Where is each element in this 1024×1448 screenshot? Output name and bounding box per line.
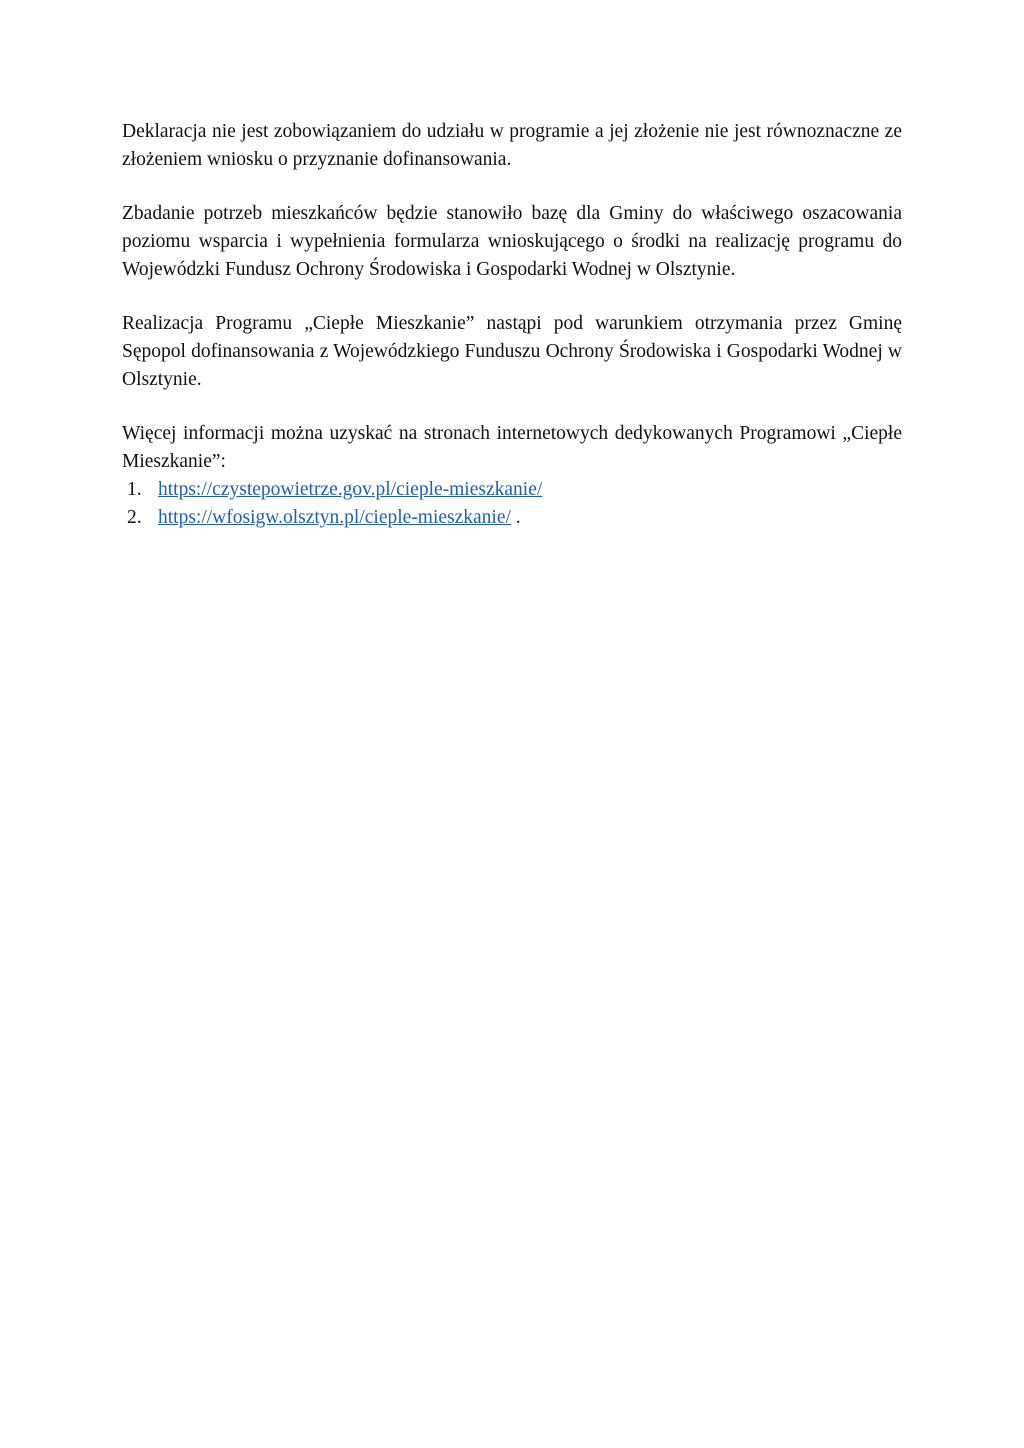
list-number: 1. bbox=[127, 479, 142, 500]
paragraph-program-condition: Realizacja Programu „Ciepłe Mieszkanie” nastąpi pod warunkiem otrzymania przez Gminę Sępopol dofinansowania z Wojewódzkiego Funduszu Ochrony Środowiska i Gospodarki Wodnej w Olsztynie. bbox=[122, 313, 902, 390]
paragraph-more-info: Więcej informacji można uzyskać na stronach internetowych dedykowanych Programowi „Ciepłe Mieszkanie”: bbox=[122, 423, 902, 472]
list-number: 2. bbox=[127, 507, 142, 528]
paragraph-needs-assessment: Zbadanie potrzeb mieszkańców będzie stanowiło bazę dla Gminy do właściwego oszacowania poziomu wsparcia i wypełnienia formularza wnioskującego o środki na realizację programu do Wojewódzki Fundusz Ochrony Środowiska i Gospodarki Wodnej w Olsztynie. bbox=[122, 203, 902, 280]
link-czystepowietrze[interactable]: https://czystepowietrze.gov.pl/cieple-mieszkanie/ bbox=[158, 479, 543, 500]
list-item bbox=[122, 476, 902, 504]
list-item bbox=[122, 504, 902, 532]
paragraph-declaration: Deklaracja nie jest zobowiązaniem do udziału w programie a jej złożenie nie jest równoznaczne ze złożeniem wniosku o przyznanie dofinansowania. bbox=[122, 121, 902, 170]
link-suffix: . bbox=[510, 507, 521, 528]
document-page bbox=[122, 118, 902, 532]
link-wfosigw[interactable]: https://wfosigw.olsztyn.pl/cieple-mieszkanie/ bbox=[158, 507, 511, 528]
links-list bbox=[122, 476, 902, 532]
